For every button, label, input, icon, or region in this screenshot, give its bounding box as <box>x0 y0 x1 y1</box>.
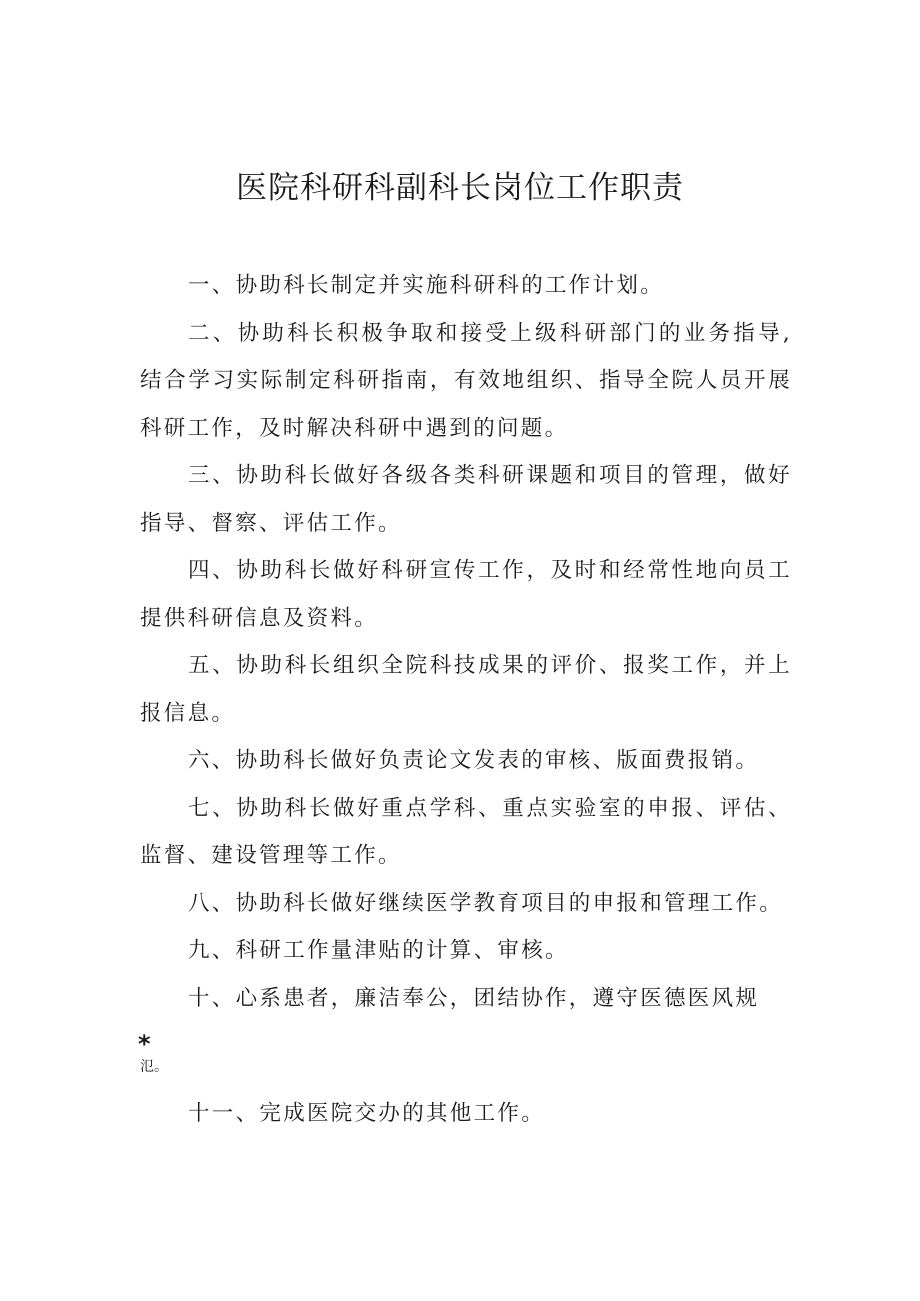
duty-list-end <box>140 1090 792 1138</box>
duty-item-9: 九、科研工作量津贴的计算、审核。 <box>188 938 569 963</box>
document-title: 医院科研科副科长岗位工作职责 <box>236 170 684 206</box>
duty-item-4: 四、协助科长做好科研宣传工作，及时和经常性地向员工提供科研信息及资料。 <box>140 558 792 631</box>
asterisk-mark: * <box>138 1030 151 1058</box>
duty-item-7: 七、协助科长做好重点学科、重点实验室的申报、评估、监督、建设管理等工作。 <box>140 795 792 868</box>
duty-list <box>140 262 792 1022</box>
duty-item-10: 十、心系患者，廉洁奉公，团结协作，遵守医德医风规 <box>188 985 760 1011</box>
duty-item-6: 六、协助科长做好负责论文发表的审核、版面费报销。 <box>188 748 760 773</box>
duty-item-2: 二、协助科长积极争取和接受上级科研部门的业务指导,结合学习实际制定科研指南，有效地组织、指导全院人员开展科研工作，及时解决科研中遇到的问题。 <box>140 320 792 441</box>
line-fragment: 氾。 <box>140 1059 168 1075</box>
duty-item-8: 八、协助科长做好继续医学教育项目的申报和管理工作。 <box>188 890 784 916</box>
duty-item-5: 五、协助科长组织全院科技成果的评价、报奖工作，并上报信息。 <box>140 653 792 726</box>
duty-item-11: 十一、完成医院交办的其他工作。 <box>188 1101 546 1126</box>
duty-item-1: 一、协助科长制定并实施科研科的工作计划。 <box>188 273 665 298</box>
duty-item-3: 三、协助科长做好各级各类科研课题和项目的管理，做好指导、督察、评估工作。 <box>140 463 792 536</box>
